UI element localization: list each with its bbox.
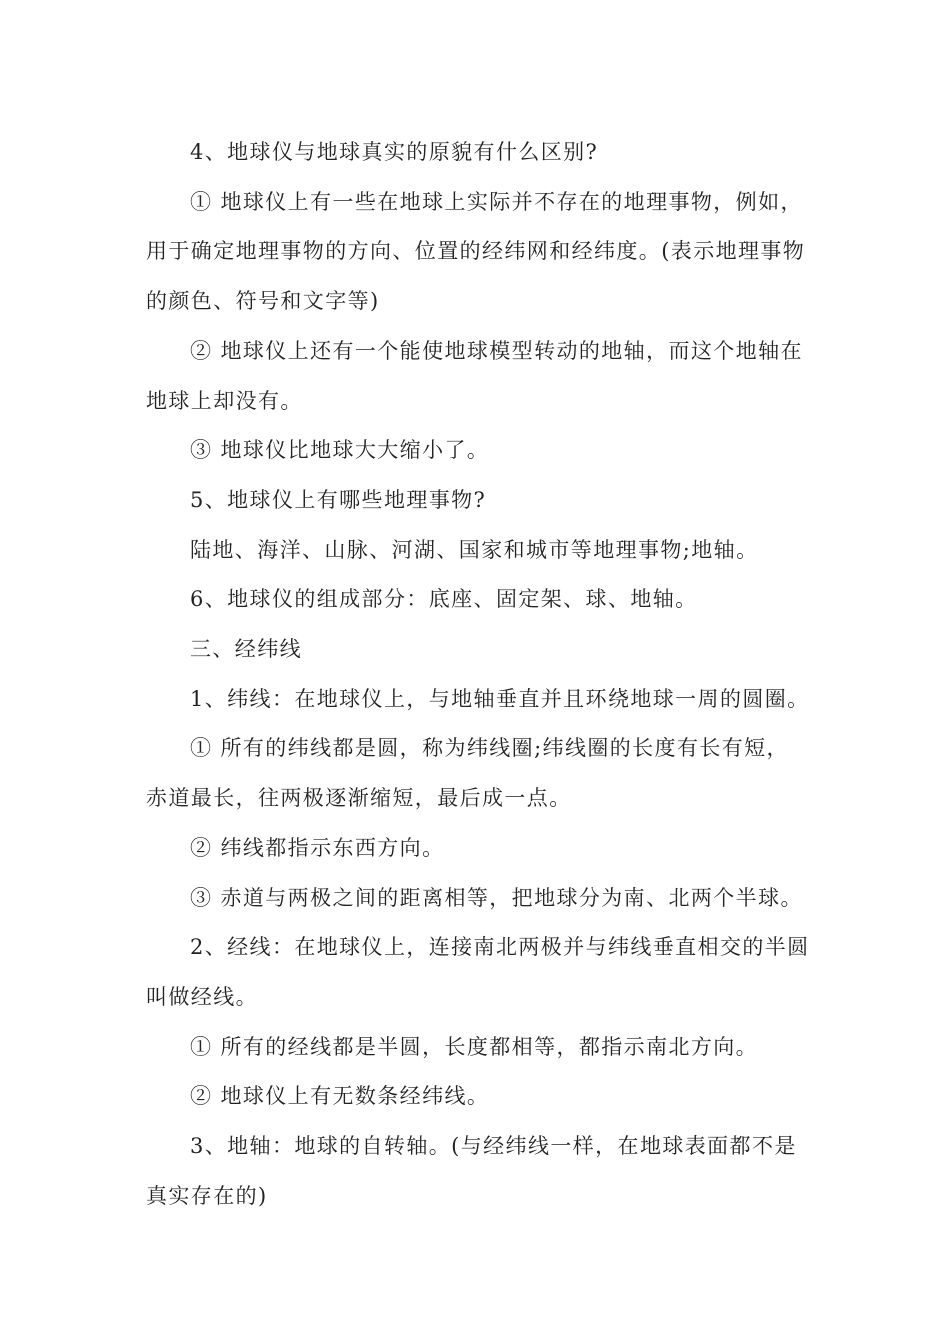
paragraph-q4-heading: 4、地球仪与地球真实的原貌有什么区别? [190,140,599,164]
paragraph-longitude-definition: 2、经线：在地球仪上，连接南北两极并与纬线垂直相交的半圆叫做经线。 [146,935,810,1009]
paragraph-latitude-point-3: ③ 赤道与两极之间的距离相等，把地球分为南、北两个半球。 [190,885,803,910]
paragraph-q5-answer: 陆地、海洋、山脉、河湖、国家和城市等地理事物;地轴。 [190,537,759,562]
paragraph-q6: 6、地球仪的组成部分：底座、固定架、球、地轴。 [190,587,698,612]
paragraph-q4-point-1: ① 地球仪上有一些在地球上实际并不存在的地理事物，例如，用于确定地理事物的方向、位置的经纬网和经纬度。(表示地理事物的颜色、符号和文字等) [146,189,806,314]
section-heading-3: 三、经纬线 [190,637,302,662]
paragraph-q4-point-3: ③ 地球仪比地球大大缩小了。 [190,438,490,463]
paragraph-longitude-point-1: ① 所有的经线都是半圆，长度都相等，都指示南北方向。 [190,1034,759,1059]
paragraph-longitude-point-2: ② 地球仪上有无数条经纬线。 [190,1084,490,1109]
paragraph-latitude-definition: 1、纬线：在地球仪上，与地轴垂直并且环绕地球一周的圆圈。 [190,686,810,711]
paragraph-latitude-point-1: ① 所有的纬线都是圆，称为纬线圈;纬线圈的长度有长有短，赤道最长，往两极逐渐缩短，最后成一点。 [146,736,789,811]
paragraph-latitude-point-2: ② 纬线都指示东西方向。 [190,835,445,860]
paragraph-q5-heading: 5、地球仪上有哪些地理事物? [190,487,487,512]
paragraph-q4-point-2: ② 地球仪上还有一个能使地球模型转动的地轴，而这个地轴在地球上却没有。 [146,338,803,413]
paragraph-axis-definition: 3、地轴：地球的自转轴。(与经纬线一样，在地球表面都不是真实存在的) [146,1134,797,1208]
document-body [146,128,810,1221]
